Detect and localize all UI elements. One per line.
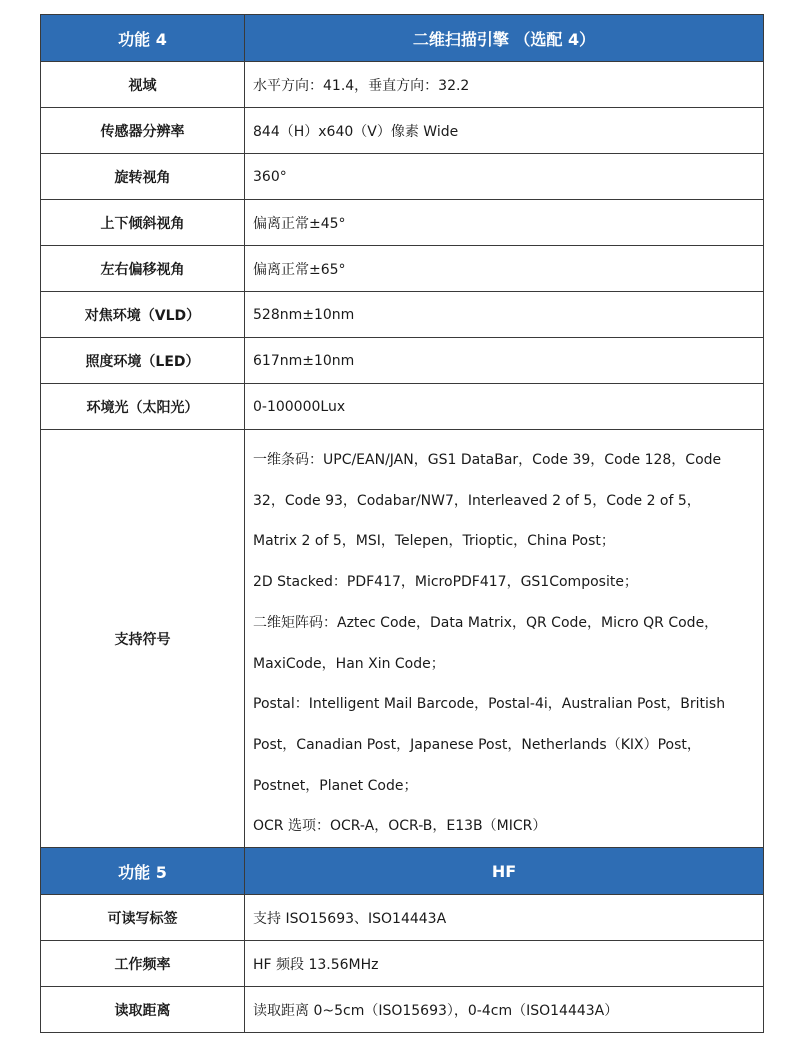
symbology-line: 一维条码：UPC/EAN/JAN，GS1 DataBar，Code 39，Code 128，Code xyxy=(253,452,722,468)
symbology-line: OCR 选项：OCR-A，OCR-B，E13B（MICR） xyxy=(253,818,547,835)
symbology-line: 32，Code 93，Codabar/NW7，Interleaved 2 of 5，Code 2 of 5， xyxy=(253,492,701,509)
row-key: 可读写标签 xyxy=(41,895,245,941)
table-row xyxy=(41,895,764,941)
row-value: 0-100000Lux xyxy=(245,384,764,430)
row-key: 视域 xyxy=(41,62,245,108)
row-key: 传感器分辨率 xyxy=(41,108,245,154)
row-value: 528nm±10nm xyxy=(245,292,764,338)
table-row xyxy=(41,62,764,108)
symbology-line: Postnet，Planet Code； xyxy=(253,777,418,794)
header-title: HF xyxy=(245,848,764,895)
row-key: 支持符号 xyxy=(41,430,245,848)
table-row-symbologies xyxy=(41,430,764,848)
row-value: 偏离正常±65° xyxy=(245,246,764,292)
table-row xyxy=(41,246,764,292)
symbology-line: Matrix 2 of 5，MSI，Telepen，Trioptic，China Post； xyxy=(253,533,615,550)
row-key: 环境光（太阳光） xyxy=(41,384,245,430)
row-value: 读取距离 0~5cm（ISO15693），0-4cm（ISO14443A） xyxy=(245,987,764,1033)
row-key: 照度环境（LED） xyxy=(41,338,245,384)
spec-table xyxy=(40,14,764,1033)
row-key: 上下倾斜视角 xyxy=(41,200,245,246)
section-header-function-4 xyxy=(41,15,764,62)
section-header-function-5 xyxy=(41,848,764,895)
symbology-line: 二维矩阵码：Aztec Code，Data Matrix，QR Code，Micro QR Code， xyxy=(253,614,719,631)
row-value: HF 频段 13.56MHz xyxy=(245,941,764,987)
table-row xyxy=(41,384,764,430)
symbology-line: MaxiCode，Han Xin Code； xyxy=(253,655,445,672)
symbology-line: 2D Stacked：PDF417，MicroPDF417，GS1Composite； xyxy=(253,574,638,591)
row-value: 偏离正常±45° xyxy=(245,200,764,246)
row-key: 左右偏移视角 xyxy=(41,246,245,292)
row-value: 844（H）x640（V）像素 Wide xyxy=(245,108,764,154)
table-row xyxy=(41,200,764,246)
header-label: 功能 5 xyxy=(41,848,245,895)
table-row xyxy=(41,154,764,200)
table-row xyxy=(41,108,764,154)
row-value: 水平方向：41.4，垂直方向：32.2 xyxy=(245,62,764,108)
header-title: 二维扫描引擎 （选配 4） xyxy=(245,15,764,62)
table-row xyxy=(41,292,764,338)
table-row xyxy=(41,987,764,1033)
row-key: 旋转视角 xyxy=(41,154,245,200)
row-key: 读取距离 xyxy=(41,987,245,1033)
header-label: 功能 4 xyxy=(41,15,245,62)
symbology-line: Postal：Intelligent Mail Barcode，Postal-4i，Australian Post，British xyxy=(253,696,726,713)
row-key: 工作频率 xyxy=(41,941,245,987)
row-value: 617nm±10nm xyxy=(245,338,764,384)
row-value: 支持 ISO15693、ISO14443A xyxy=(245,895,764,941)
table-row xyxy=(41,941,764,987)
row-key: 对焦环境（VLD） xyxy=(41,292,245,338)
table-row xyxy=(41,338,764,384)
row-value: 360° xyxy=(245,154,764,200)
symbology-list xyxy=(245,430,764,848)
symbology-line: Post，Canadian Post，Japanese Post，Netherlands（KIX）Post， xyxy=(253,736,701,753)
